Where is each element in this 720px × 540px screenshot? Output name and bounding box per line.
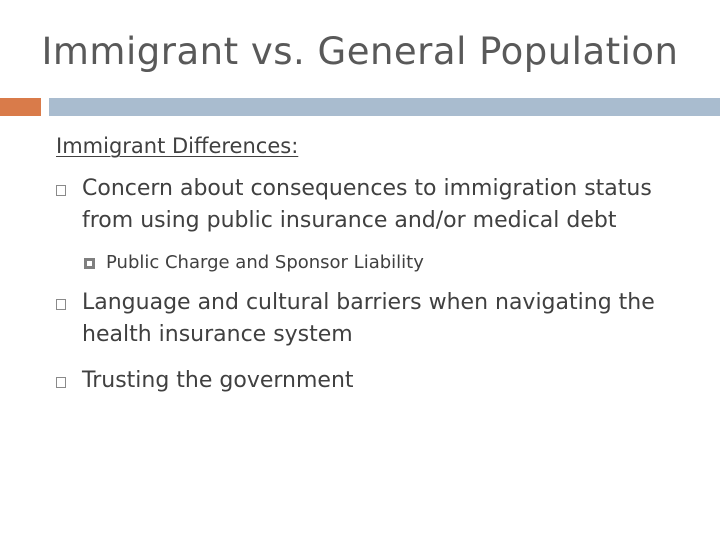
slide-title: Immigrant vs. General Population [41,30,679,73]
list-item-line: Concern about consequences to immigration status [82,176,652,201]
list-item-line: Trusting the government [82,368,354,393]
list-item-line: health insurance system [82,322,353,347]
list-item-line: from using public insurance and/or medical debt [82,208,617,233]
sub-bullet-icon [84,258,95,269]
bullet-box-icon [56,185,66,196]
accent-bar [0,98,41,116]
list-item [82,173,707,237]
list-item-line: Language and cultural barriers when navigating the [82,290,655,315]
sub-list-item: Public Charge and Sponsor Liability [106,252,424,273]
list-item [82,287,707,351]
bullet-box-icon [56,377,66,388]
section-heading: Immigrant Differences: [56,134,299,158]
title-divider-bar [49,98,720,116]
list-item [82,365,707,397]
bullet-box-icon [56,299,66,310]
